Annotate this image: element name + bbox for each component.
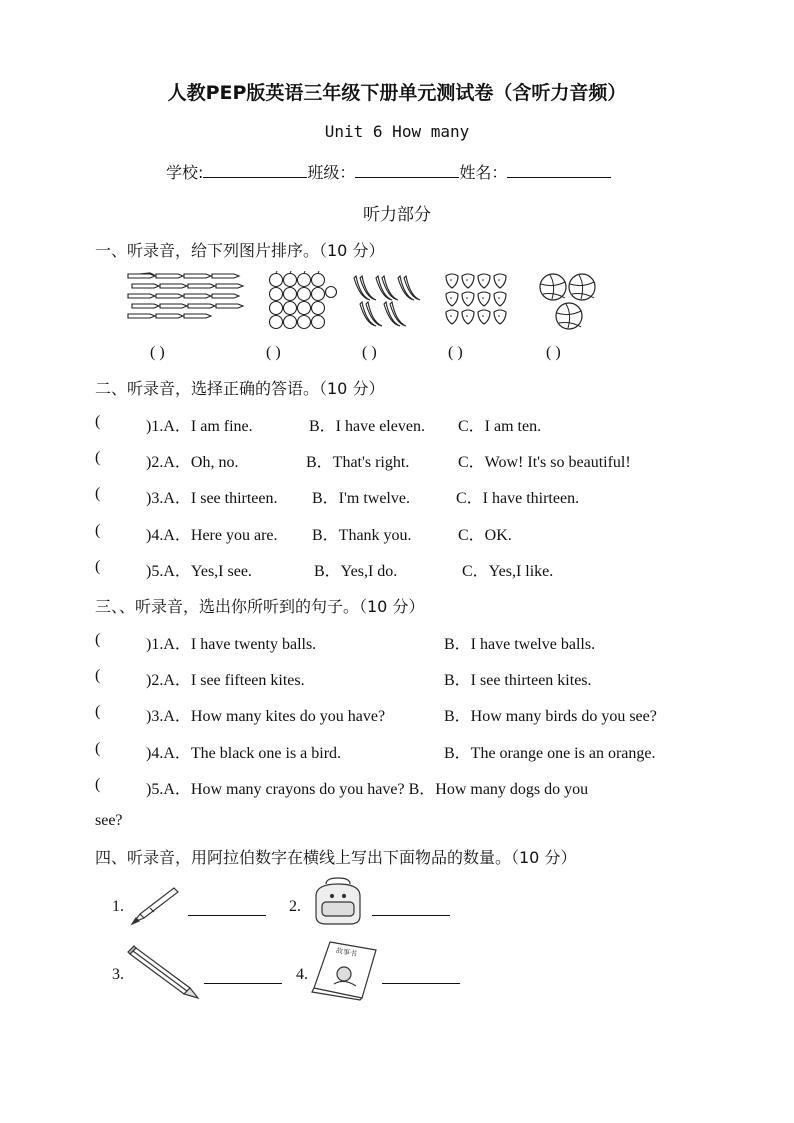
name-blank[interactable]: [507, 163, 611, 178]
s3-q1-option-b: B．I have twelve balls.: [444, 636, 596, 653]
strawberries-icon: [444, 270, 514, 332]
school-blank[interactable]: [203, 163, 307, 178]
s2-q5-option-b: B．Yes,I do.: [314, 563, 398, 580]
s4-item3-answer-line[interactable]: [204, 982, 282, 984]
s3-q1-bracket[interactable]: (: [95, 631, 101, 648]
s3-q3-option-b: B．How many birds do you see?: [444, 708, 657, 725]
s2-q4-option-c: C．OK.: [458, 527, 512, 544]
s4-item4-number: 4.: [296, 966, 308, 983]
name-label: 姓名：: [459, 163, 508, 182]
class-blank[interactable]: [355, 163, 459, 178]
s2-q3-option-c: C．I have thirteen.: [456, 490, 580, 507]
schoolbag-icon: [308, 878, 368, 928]
s3-q1-option-a: )1.A．I have twenty balls.: [146, 636, 317, 653]
s4-item1-answer-line[interactable]: [188, 914, 266, 916]
s2-q2-option-c: C．Wow! It's so beautiful!: [458, 454, 631, 471]
s3-q4-option-a: )4.A．The black one is a bird.: [146, 745, 342, 762]
storybook-cover-text: 故事书: [335, 946, 358, 959]
crayons-icon: [128, 270, 244, 330]
storybook-icon: [310, 940, 380, 1000]
s3-q3-bracket[interactable]: (: [95, 703, 101, 720]
school-label: 学校:: [166, 163, 204, 182]
s2-q3-option-b: B．I'm twelve.: [312, 490, 410, 507]
s3-q4-option-b: B．The orange one is an orange.: [444, 745, 656, 762]
s4-item4-answer-line[interactable]: [382, 982, 460, 984]
unit-subtitle: Unit 6 How many: [324, 122, 470, 141]
s3-q5-bracket[interactable]: (: [95, 776, 101, 793]
s3-q2-option-a: )2.A．I see fifteen kites.: [146, 672, 305, 689]
order-bracket-5[interactable]: ( ): [546, 344, 561, 361]
order-bracket-4[interactable]: ( ): [448, 344, 463, 361]
pencil-icon: [126, 944, 202, 1000]
s3-q3-option-a: )3.A．How many kites do you have?: [146, 708, 386, 725]
s4-item2-number: 2.: [289, 898, 301, 915]
page-title: 人教PEP版英语三年级下册单元测试卷（含听力音频）: [167, 82, 627, 104]
s4-item1-number: 1.: [112, 898, 124, 915]
s2-q5-bracket[interactable]: (: [95, 558, 101, 575]
volleyballs-icon: [538, 272, 598, 332]
s2-q5-option-c: C．Yes,I like.: [462, 563, 554, 580]
student-info-row: [166, 160, 611, 183]
section2-heading: 二、听录音，选择正确的答语。（10 分）: [95, 379, 385, 398]
s2-q1-bracket[interactable]: (: [95, 413, 101, 430]
section4-heading: 四、听录音，用阿拉伯数字在横线上写出下面物品的数量。（10 分）: [95, 848, 577, 867]
listening-part-title: 听力部分: [363, 205, 431, 225]
apples-icon: [268, 272, 338, 330]
s3-q5-wrap: see?: [95, 812, 123, 829]
s2-q5-option-a: )5.A．Yes,I see.: [146, 563, 252, 580]
order-bracket-1[interactable]: ( ): [150, 344, 165, 361]
pen-icon: [130, 884, 182, 926]
bananas-icon: [352, 272, 428, 332]
order-bracket-3[interactable]: ( ): [362, 344, 377, 361]
s2-q2-option-b: B．That's right.: [306, 454, 410, 471]
s4-item2-answer-line[interactable]: [372, 914, 450, 916]
s3-q2-option-b: B．I see thirteen kites.: [444, 672, 592, 689]
s3-q5-options: )5.A．How many crayons do you have? B．How many dogs do you: [146, 781, 589, 798]
section3-heading: 三、、听录音，选出你所听到的句子。（10 分）: [95, 597, 425, 616]
order-bracket-2[interactable]: ( ): [266, 344, 281, 361]
class-label: 班级：: [307, 163, 356, 182]
s3-q2-bracket[interactable]: (: [95, 667, 101, 684]
s2-q3-bracket[interactable]: (: [95, 485, 101, 502]
s2-q1-option-c: C．I am ten.: [458, 418, 542, 435]
s4-item3-number: 3.: [112, 966, 124, 983]
s2-q2-option-a: )2.A．Oh, no.: [146, 454, 239, 471]
s3-q4-bracket[interactable]: (: [95, 740, 101, 757]
s2-q2-bracket[interactable]: (: [95, 449, 101, 466]
s2-q1-option-a: )1.A．I am fine.: [146, 418, 253, 435]
s2-q4-option-a: )4.A．Here you are.: [146, 527, 278, 544]
s2-q4-bracket[interactable]: (: [95, 522, 101, 539]
section1-heading: 一、听录音，给下列图片排序。（10 分）: [95, 241, 385, 260]
s2-q3-option-a: )3.A．I see thirteen.: [146, 490, 278, 507]
s2-q4-option-b: B．Thank you.: [312, 527, 412, 544]
s2-q1-option-b: B．I have eleven.: [309, 418, 425, 435]
